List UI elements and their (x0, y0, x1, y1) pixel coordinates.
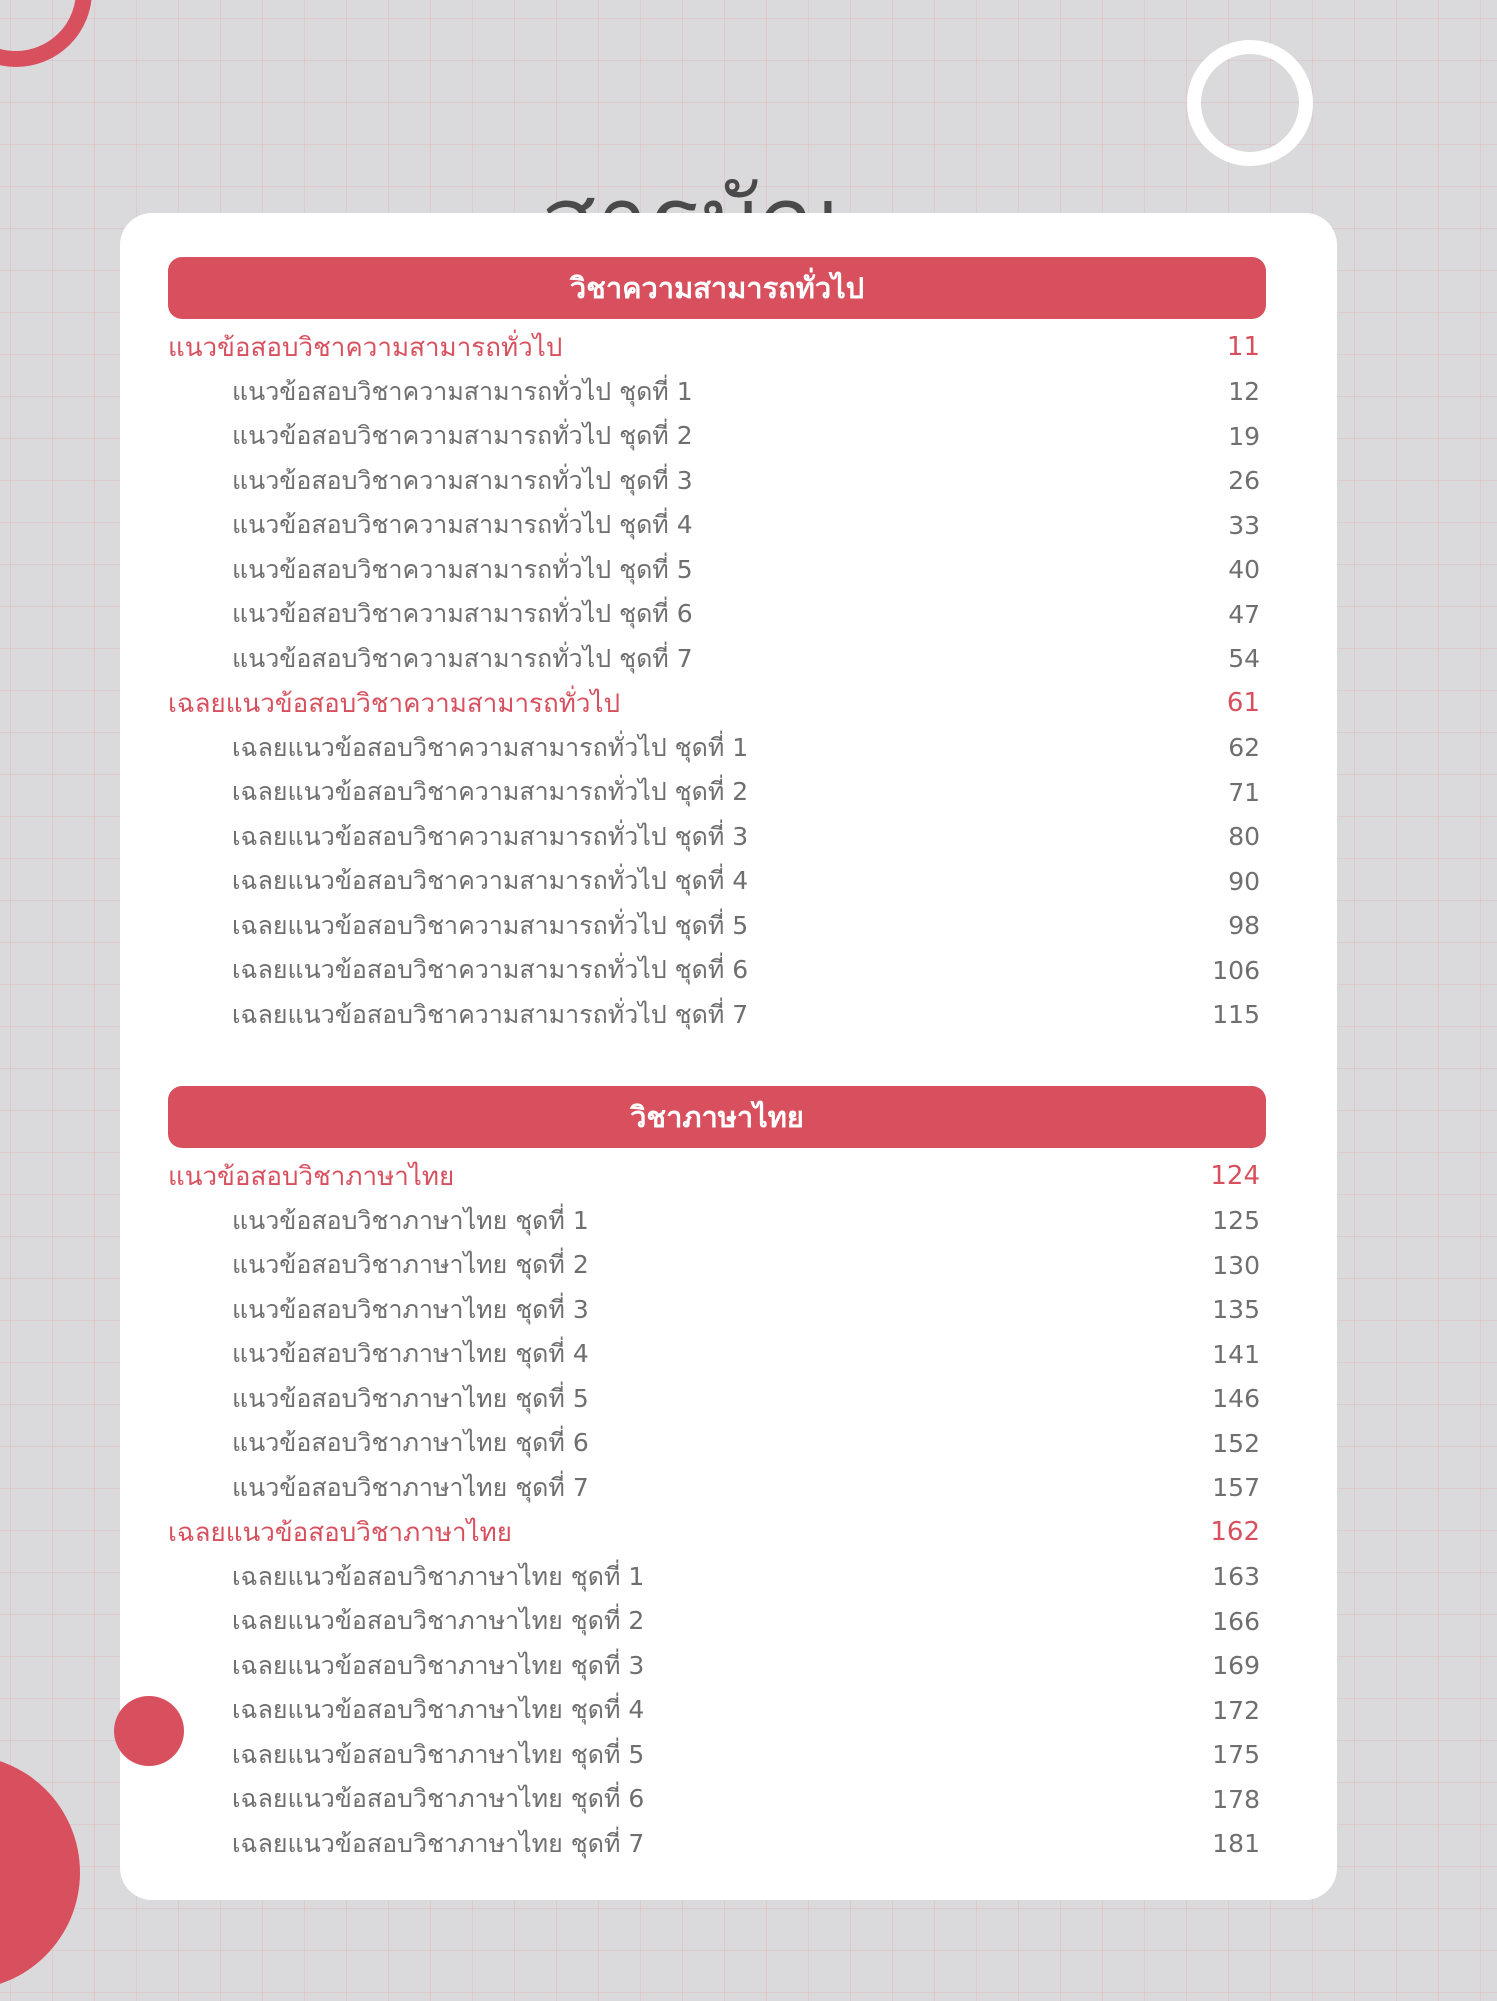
toc-entry-label: เฉลยแนวข้อสอบวิชาความสามารถทั่วไป ชุดที่ 7 (232, 999, 749, 1029)
toc-page-number: 135 (1212, 1295, 1260, 1325)
toc-page-number: 178 (1212, 1784, 1260, 1814)
toc-entry-major[interactable] (168, 1510, 1266, 1555)
toc-page-number: 152 (1212, 1428, 1260, 1458)
toc-entry-label: แนวข้อสอบวิชาภาษาไทย ชุดที่ 7 (232, 1472, 589, 1502)
toc-page-number: 163 (1212, 1562, 1260, 1592)
toc-page-number: 80 (1228, 822, 1260, 852)
toc-list (168, 1154, 1266, 1866)
toc-page-number: 98 (1228, 911, 1260, 941)
toc-page-number: 90 (1228, 866, 1260, 896)
toc-entry-label: แนวข้อสอบวิชาความสามารถทั่วไป (168, 332, 563, 363)
toc-entry[interactable] (168, 1421, 1266, 1466)
toc-entry-major[interactable] (168, 325, 1266, 370)
toc-entry[interactable] (168, 370, 1266, 415)
toc-entry[interactable] (168, 1599, 1266, 1644)
toc-entry-label: แนวข้อสอบวิชาภาษาไทย (168, 1161, 455, 1192)
toc-entry[interactable] (168, 1332, 1266, 1377)
toc-entry-label: แนวข้อสอบวิชาภาษาไทย ชุดที่ 6 (232, 1428, 589, 1458)
toc-entry-label: แนวข้อสอบวิชาภาษาไทย ชุดที่ 3 (232, 1294, 589, 1324)
toc-entry[interactable] (168, 1644, 1266, 1689)
toc-entry[interactable] (168, 1688, 1266, 1733)
toc-page-number: 62 (1228, 733, 1260, 763)
section-heading: วิชาภาษาไทย (168, 1086, 1266, 1148)
toc-entry[interactable] (168, 548, 1266, 593)
toc-entry[interactable] (168, 1777, 1266, 1822)
toc-card (120, 213, 1337, 1900)
toc-entry[interactable] (168, 459, 1266, 504)
decorative-ring-top-right (1187, 40, 1313, 166)
toc-entry-label: เฉลยแนวข้อสอบวิชาความสามารถทั่วไป ชุดที่ 3 (232, 821, 749, 851)
toc-entry[interactable] (168, 1466, 1266, 1511)
toc-entry-major[interactable] (168, 1154, 1266, 1199)
toc-page-number: 61 (1226, 688, 1260, 719)
toc-page-number: 169 (1212, 1651, 1260, 1681)
decorative-ring-top-left (0, 0, 92, 67)
toc-entry-label: แนวข้อสอบวิชาภาษาไทย ชุดที่ 4 (232, 1339, 589, 1369)
toc-entry-label: แนวข้อสอบวิชาความสามารถทั่วไป ชุดที่ 4 (232, 510, 693, 540)
toc-page-number: 166 (1212, 1606, 1260, 1636)
toc-page-number: 19 (1228, 421, 1260, 451)
toc-section-thai-language (168, 1086, 1266, 1866)
toc-entry-major[interactable] (168, 681, 1266, 726)
toc-section-general-ability (168, 257, 1266, 1037)
toc-entry-label: แนวข้อสอบวิชาภาษาไทย ชุดที่ 2 (232, 1250, 589, 1280)
toc-page-number: 125 (1212, 1206, 1260, 1236)
toc-page-number: 157 (1212, 1473, 1260, 1503)
toc-entry-label: แนวข้อสอบวิชาความสามารถทั่วไป ชุดที่ 5 (232, 554, 693, 584)
toc-entry-label: เฉลยแนวข้อสอบวิชาภาษาไทย ชุดที่ 5 (232, 1739, 645, 1769)
toc-entry-label: เฉลยแนวข้อสอบวิชาภาษาไทย ชุดที่ 1 (232, 1561, 645, 1591)
toc-entry-label: เฉลยแนวข้อสอบวิชาภาษาไทย ชุดที่ 6 (232, 1784, 645, 1814)
toc-entry[interactable] (168, 815, 1266, 860)
toc-page-number: 54 (1228, 644, 1260, 674)
section-heading: วิชาความสามารถทั่วไป (168, 257, 1266, 319)
toc-entry-label: เฉลยแนวข้อสอบวิชาภาษาไทย ชุดที่ 2 (232, 1606, 645, 1636)
toc-page-number: 40 (1228, 555, 1260, 585)
decorative-circle-large (0, 1755, 80, 1990)
toc-page-number: 26 (1228, 466, 1260, 496)
toc-entry[interactable] (168, 1733, 1266, 1778)
toc-page-number: 146 (1212, 1384, 1260, 1414)
toc-entry-label: เฉลยแนวข้อสอบวิชาความสามารถทั่วไป ชุดที่ 4 (232, 866, 749, 896)
toc-entry-label: เฉลยแนวข้อสอบวิชาภาษาไทย ชุดที่ 7 (232, 1828, 645, 1858)
toc-entry-label: แนวข้อสอบวิชาความสามารถทั่วไป ชุดที่ 7 (232, 643, 693, 673)
toc-entry-label: แนวข้อสอบวิชาภาษาไทย ชุดที่ 1 (232, 1205, 589, 1235)
toc-page-number: 162 (1210, 1517, 1260, 1548)
toc-entry[interactable] (168, 1243, 1266, 1288)
toc-entry-label: แนวข้อสอบวิชาความสามารถทั่วไป ชุดที่ 1 (232, 376, 693, 406)
toc-entry[interactable] (168, 770, 1266, 815)
toc-entry-label: เฉลยแนวข้อสอบวิชาความสามารถทั่วไป (168, 688, 621, 719)
toc-page-number: 181 (1212, 1829, 1260, 1859)
toc-page-number: 141 (1212, 1339, 1260, 1369)
toc-page-number: 175 (1212, 1740, 1260, 1770)
toc-entry[interactable] (168, 1555, 1266, 1600)
toc-entry-label: แนวข้อสอบวิชาภาษาไทย ชุดที่ 5 (232, 1383, 589, 1413)
toc-entry[interactable] (168, 592, 1266, 637)
toc-page-number: 115 (1212, 1000, 1260, 1030)
toc-entry-label: เฉลยแนวข้อสอบวิชาความสามารถทั่วไป ชุดที่ 1 (232, 732, 749, 762)
toc-page-number: 12 (1228, 377, 1260, 407)
toc-page-number: 130 (1212, 1250, 1260, 1280)
toc-entry[interactable] (168, 414, 1266, 459)
toc-entry[interactable] (168, 1199, 1266, 1244)
toc-entry-label: แนวข้อสอบวิชาความสามารถทั่วไป ชุดที่ 3 (232, 465, 693, 495)
toc-entry[interactable] (168, 859, 1266, 904)
toc-entry-label: เฉลยแนวข้อสอบวิชาภาษาไทย ชุดที่ 4 (232, 1695, 645, 1725)
toc-entry[interactable] (168, 904, 1266, 949)
toc-entry[interactable] (168, 503, 1266, 548)
toc-entry[interactable] (168, 1822, 1266, 1867)
toc-entry[interactable] (168, 1377, 1266, 1422)
toc-page-number: 106 (1212, 955, 1260, 985)
toc-entry[interactable] (168, 993, 1266, 1038)
toc-entry-label: เฉลยแนวข้อสอบวิชาภาษาไทย ชุดที่ 3 (232, 1650, 645, 1680)
toc-entry[interactable] (168, 726, 1266, 771)
toc-page-number: 172 (1212, 1695, 1260, 1725)
decorative-circle-small (114, 1696, 184, 1766)
toc-page-number: 33 (1228, 510, 1260, 540)
toc-list (168, 325, 1266, 1037)
toc-entry-label: เฉลยแนวข้อสอบวิชาภาษาไทย (168, 1517, 513, 1548)
toc-entry-label: แนวข้อสอบวิชาความสามารถทั่วไป ชุดที่ 2 (232, 421, 693, 451)
toc-page-number: 71 (1228, 777, 1260, 807)
toc-entry-label: เฉลยแนวข้อสอบวิชาความสามารถทั่วไป ชุดที่ 5 (232, 910, 749, 940)
toc-entry[interactable] (168, 637, 1266, 682)
toc-page-number: 11 (1226, 332, 1260, 363)
toc-entry-label: เฉลยแนวข้อสอบวิชาความสามารถทั่วไป ชุดที่ 6 (232, 955, 749, 985)
toc-page-number: 47 (1228, 599, 1260, 629)
toc-entry[interactable] (168, 948, 1266, 993)
toc-entry-label: เฉลยแนวข้อสอบวิชาความสามารถทั่วไป ชุดที่ 2 (232, 777, 749, 807)
toc-page-number: 124 (1210, 1161, 1260, 1192)
toc-entry-label: แนวข้อสอบวิชาความสามารถทั่วไป ชุดที่ 6 (232, 599, 693, 629)
toc-entry[interactable] (168, 1288, 1266, 1333)
